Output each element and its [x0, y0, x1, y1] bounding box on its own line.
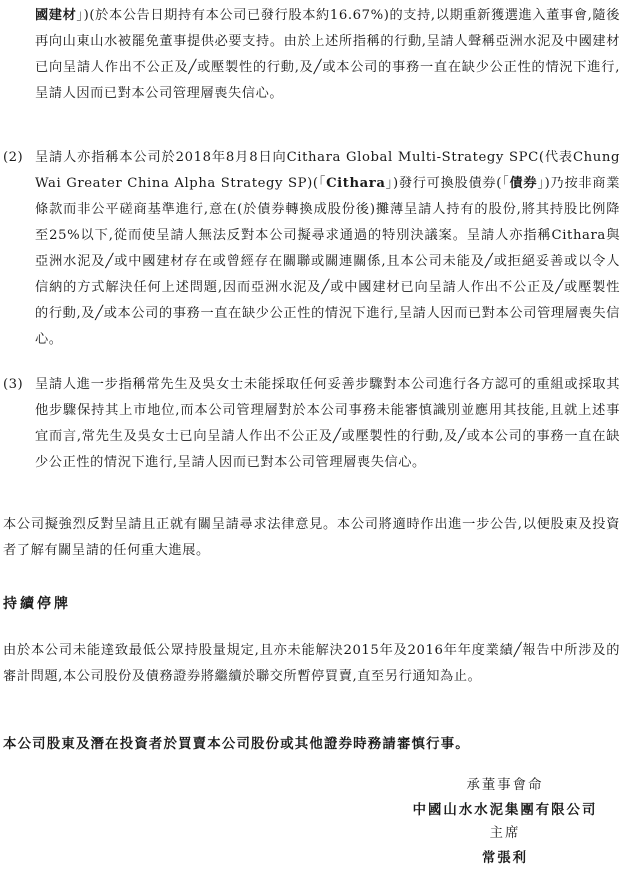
paragraph-2 [35, 145, 620, 353]
paragraph-2-text-c: 」)乃按非商業條款而非公平磋商基準進行,意在(於債券轉換成股份後)攤薄呈請人持有的股份,將其持股比例降至25%以下,從而使呈請人無法反對本公司擬尋求通過的特別決議案。呈請人亦指稱Cithara與亞洲水泥及╱或中國建材存在或曾經存在關聯或關連關係,且本公司未能及╱或拒絕妥善或以令人信納的方式解決任何上述問題,因而亞洲水泥及╱或中國建材已向呈請人作出不公正及╱或壓製性的行動,及╱或本公司的事務一直在缺少公正性的情況下進行,呈請人因而已對本公司管理層喪失信心。 [35, 176, 620, 347]
caution-statement: 本公司股東及潛在投資者於買賣本公司股份或其他證券時務請審慎行事。 [3, 736, 470, 752]
bold-term-cnbm: 國建材 [35, 8, 77, 23]
paragraph-2-text-b: 」)發行可換股債券(「 [385, 176, 510, 191]
paragraph-4: 本公司擬強烈反對呈請且正就有關呈請尋求法律意見。本公司將適時作出進一步公告,以便股東及投資者了解有關呈請的任何重大進展。 [3, 517, 620, 558]
item-number-3: (3) [3, 377, 24, 392]
paragraph-3: 呈請人進一步指稱常先生及吳女士未能採取任何妥善步驟對本公司進行各方認可的重組或採取其他步驟保持其上市地位,而本公司管理層對於本公司事務未能審慎識別並應用其技能,且就上述事宜而言,常先生及吳女士已向呈請人作出不公正及╱或壓製性的行動,及╱或本公司的事務一直在缺少公正性的情況下進行,呈請人因而已對本公司管理層喪失信心。 [35, 377, 620, 470]
signature-by-order: 承董事會命 [466, 778, 544, 793]
signature-name: 常張利 [481, 850, 529, 866]
bold-term-bonds: 債券 [509, 176, 538, 191]
bold-term-cithara: Cithara [326, 176, 386, 191]
signature-company: 中國山水水泥集團有限公司 [412, 802, 598, 818]
paragraph-1-text: 」)(於本公告日期持有本公司已發行股本約16.67%)的支持,以期重新獲選進入董事會,隨後再向山東山水被罷免董事提供必要支持。由於上述所指稱的行動,呈請人聲稱亞洲水泥及中國建材已向呈請人作出不公正及╱或壓製性的行動,及╱或本公司的事務一直在缺少公正性的情況下進行,呈請人因而已對本公司管理層喪失信心。 [35, 8, 620, 101]
signature-title: 主席 [489, 826, 521, 841]
item-number-2: (2) [3, 150, 24, 165]
paragraph-2-text-a: 呈請人亦指稱本公司於2018年8月8日向Cithara Global Multi-Strategy SPC(代表Chung Wai Greater China Alpha Strategy SP)(「 [35, 150, 620, 191]
suspension-paragraph: 由於本公司未能達致最低公眾持股量規定,且亦未能解決2015年及2016年年度業績╱報告中所涉及的審計問題,本公司股份及債務證券將繼續於聯交所暫停買賣,直至另行通知為止。 [3, 643, 620, 684]
section-heading-suspension: 持續停牌 [3, 596, 71, 612]
paragraph-1-continuation [35, 3, 620, 107]
